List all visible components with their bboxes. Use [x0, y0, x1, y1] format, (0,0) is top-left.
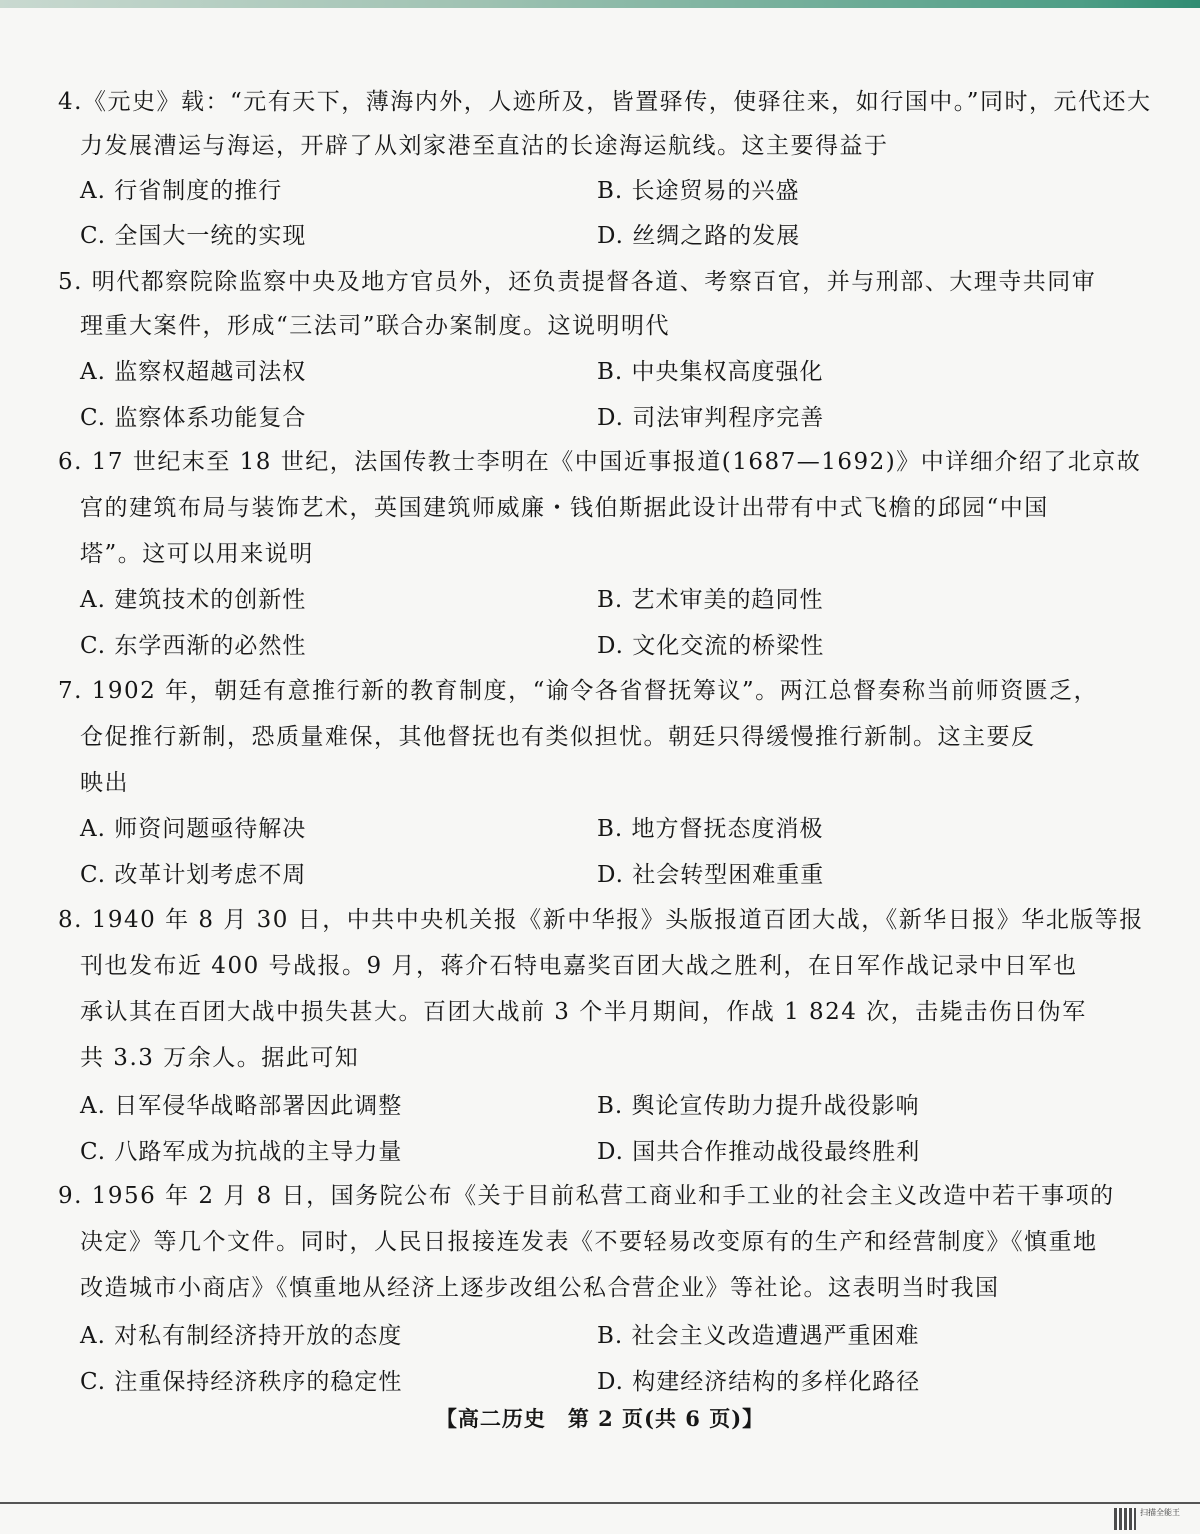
question-7-line-1: 7. 1902 年，朝廷有意推行新的教育制度，“谕令各省督抚筹议”。两江总督奏称当前师资匮乏，: [58, 678, 1099, 704]
qr-code-icon: [1114, 1508, 1136, 1530]
question-4-option-c: C. 全国大一统的实现: [80, 223, 307, 249]
question-5-option-a: A. 监察权超越司法权: [80, 359, 307, 385]
question-6-option-a: A. 建筑技术的创新性: [80, 587, 307, 613]
question-8-line-3: 承认其在百团大战中损失甚大。百团大战前 3 个半月期间，作战 1 824 次，击毙击伤日伪军: [80, 999, 1087, 1025]
bottom-divider: [0, 1502, 1200, 1504]
question-9-option-b: B. 社会主义改造遭遇严重困难: [597, 1323, 920, 1349]
question-4-line-2: 力发展漕运与海运，开辟了从刘家港至直沽的长途海运航线。这主要得益于: [80, 133, 889, 159]
question-4-line-1: 4.《元史》载：“元有天下，薄海内外，人迹所及，皆置驿传，使驿往来，如行国中。”同时，元代还大: [58, 89, 1152, 115]
question-7-option-c: C. 改革计划考虑不周: [80, 862, 307, 888]
question-8-line-2: 刊也发布近 400 号战报。9 月，蒋介石特电嘉奖百团大战之胜利，在日军作战记录中日军也: [80, 953, 1078, 979]
question-4-option-b: B. 长途贸易的兴盛: [597, 178, 800, 204]
question-5-line-2: 理重大案件，形成“三法司”联合办案制度。这说明明代: [80, 313, 671, 339]
question-9-option-d: D. 构建经济结构的多样化路径: [597, 1369, 921, 1395]
question-9-line-3: 改造城市小商店》《慎重地从经济上逐步改组公私合营企业》等社论。这表明当时我国: [80, 1275, 1000, 1301]
question-7-option-d: D. 社会转型困难重重: [597, 862, 825, 888]
question-5-option-c: C. 监察体系功能复合: [80, 405, 307, 431]
question-9-line-2: 决定》等几个文件。同时，人民日报接连发表《不要轻易改变原有的生产和经营制度》《慎重地: [80, 1229, 1098, 1255]
question-8-option-c: C. 八路军成为抗战的主导力量: [80, 1139, 403, 1165]
question-7-option-a: A. 师资问题亟待解决: [80, 816, 307, 842]
question-7-line-2: 仓促推行新制，恐质量难保，其他督抚也有类似担忧。朝廷只得缓慢推行新制。这主要反: [80, 724, 1036, 750]
scanner-watermark: 扫描全能王: [1140, 1508, 1180, 1517]
question-8-option-d: D. 国共合作推动战役最终胜利: [597, 1139, 921, 1165]
question-4-option-a: A. 行省制度的推行: [80, 178, 283, 204]
question-4-option-d: D. 丝绸之路的发展: [597, 223, 801, 249]
question-6-line-3: 塔”。这可以用来说明: [80, 541, 314, 567]
page-footer: 【高二历史 第 2 页(共 6 页)】: [435, 1406, 765, 1431]
question-5-line-1: 5. 明代都察院除监察中央及地方官员外，还负责提督各道、考察百官，并与刑部、大理寺共同审: [58, 269, 1097, 295]
question-8-line-1: 8. 1940 年 8 月 30 日，中共中央机关报《新中华报》头版报道百团大战，《新华日报》华北版等报: [58, 907, 1144, 933]
question-6-line-2: 宫的建筑布局与装饰艺术，英国建筑师威廉・钱伯斯据此设计出带有中式飞檐的邱园“中国: [80, 495, 1049, 521]
question-5-option-b: B. 中央集权高度强化: [597, 359, 824, 385]
question-6-option-b: B. 艺术审美的趋同性: [597, 587, 824, 613]
question-6-line-1: 6. 17 世纪末至 18 世纪，法国传教士李明在《中国近事报道(1687—1692)》中详细介绍了北京故: [58, 449, 1142, 475]
question-6-option-d: D. 文化交流的桥梁性: [597, 633, 825, 659]
question-8-line-4: 共 3.3 万余人。据此可知: [80, 1045, 360, 1071]
question-8-option-b: B. 舆论宣传助力提升战役影响: [597, 1093, 920, 1119]
question-7-option-b: B. 地方督抚态度消极: [597, 816, 824, 842]
question-5-option-d: D. 司法审判程序完善: [597, 405, 825, 431]
question-7-line-3: 映出: [80, 770, 129, 796]
question-6-option-c: C. 东学西渐的必然性: [80, 633, 307, 659]
question-8-option-a: A. 日军侵华战略部署因此调整: [80, 1093, 403, 1119]
question-9-option-c: C. 注重保持经济秩序的稳定性: [80, 1369, 403, 1395]
question-9-option-a: A. 对私有制经济持开放的态度: [80, 1323, 403, 1349]
question-9-line-1: 9. 1956 年 2 月 8 日，国务院公布《关于目前私营工商业和手工业的社会主义改造中若干事项的: [58, 1183, 1115, 1209]
